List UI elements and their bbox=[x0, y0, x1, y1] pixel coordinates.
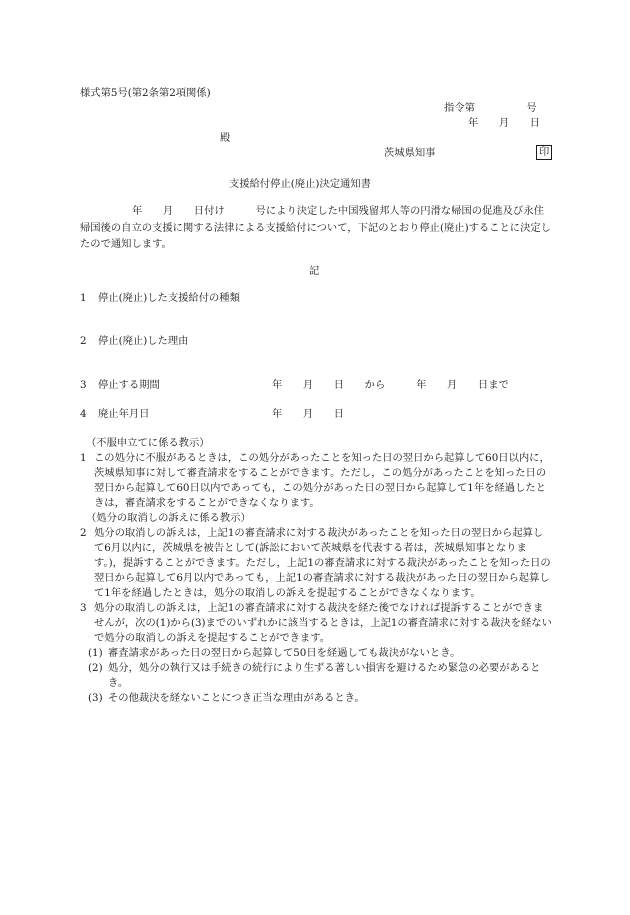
notice-subitem-2-number: (2) bbox=[88, 662, 103, 674]
notice-heading-appeal: （不服申立てに係る教示） bbox=[86, 437, 210, 449]
notice-subitem-1-text: 審査請求があった日の翌日から起算して50日を経過しても裁決がないとき。 bbox=[108, 647, 461, 659]
notice-paragraph-2-number: 2 bbox=[80, 527, 87, 539]
item-1-number: 1 bbox=[80, 292, 87, 304]
notice-paragraph-2 bbox=[80, 526, 552, 601]
notice-paragraph-1-number: 1 bbox=[80, 452, 87, 464]
notice-paragraph-3-number: 3 bbox=[80, 602, 87, 614]
notice-subitem-3-number: (3) bbox=[88, 692, 103, 704]
notice-heading-lawsuit: （処分の取消しの訴えに係る教示） bbox=[86, 512, 251, 524]
notice-subitem-3-text: その他裁決を経ないことにつき正当な理由があるとき。 bbox=[108, 692, 365, 704]
notice-paragraph-3 bbox=[80, 601, 552, 646]
addressee-suffix: 殿 bbox=[220, 132, 231, 144]
reference-number: 指令第 号 bbox=[444, 102, 537, 114]
notice-paragraph-1-text: この処分に不服があるときは，この処分があったことを知った日の翌日から起算して60日以内に，茨城県知事に対して審査請求をすることができます。ただし，この処分があったことを知った日の翌日から起算して60日以内であっても，この処分があった日の翌日から起算して1年を経過したときは，審査請求をすることができなくなります。 bbox=[94, 452, 550, 509]
item-2-label: 停止(廃止)した理由 bbox=[98, 335, 189, 347]
notice-subitem-1-number: (1) bbox=[88, 647, 103, 659]
item-3-value: 年 月 日 から 年 月 日まで bbox=[272, 379, 509, 391]
form-number: 様式第5号(第2条第2項関係) bbox=[80, 87, 211, 99]
seal-mark bbox=[536, 145, 552, 160]
issuer-name: 茨城県知事 bbox=[384, 147, 436, 159]
notice-paragraph-1 bbox=[80, 451, 552, 511]
item-3-label: 停止する期間 bbox=[98, 379, 160, 391]
document-title: 支援給付停止(廃止)決定通知書 bbox=[229, 178, 371, 190]
seal-label: 印 bbox=[536, 145, 552, 160]
notice-section bbox=[80, 436, 552, 706]
item-2-number: 2 bbox=[80, 335, 87, 347]
ki-marker: 記 bbox=[309, 265, 320, 277]
item-3-number: 3 bbox=[80, 379, 87, 391]
notice-subitem-3 bbox=[80, 691, 552, 706]
notice-paragraph-2-text: 処分の取消しの訴えは，上記1の審査請求に対する裁決があったことを知った日の翌日から起算して6月以内に，茨城県を被告として(訴訟において茨城県を代表する者は，茨城県知事となります。)，提訴することができます。ただし，上記1の審査請求に対する裁決があったことを知った日の翌日から起算して6月以内であっても，上記1の審査請求に対する裁決があった日の翌日から起算して1年を経過したときは，処分の取消しの訴えを提起することができなくなります。 bbox=[94, 527, 551, 599]
notice-paragraph-3-text: 処分の取消しの訴えは，上記1の審査請求に対する裁決を経た後でなければ提訴することができませんが，次の(1)から(3)までのいずれかに該当するときは，上記1の審査請求に対する裁決を経ないで処分の取消しの訴えを提起することができます。 bbox=[94, 602, 552, 644]
item-4-value: 年 月 日 bbox=[272, 408, 345, 420]
item-4-number: 4 bbox=[80, 408, 87, 420]
intro-paragraph: 年 月 日付け 号により決定した中国残留邦人等の円滑な帰国の促進及び永住帰国後の自立の支援に関する法律による支援給付について，下記のとおり停止(廃止)することに決定したので通知します。 bbox=[80, 205, 551, 250]
notice-subitem-2-text: 処分，処分の執行又は手続きの続行により生ずる著しい損害を避けるため緊急の必要があるとき。 bbox=[108, 662, 541, 689]
issue-date: 年 月 日 bbox=[468, 117, 541, 129]
item-1-label: 停止(廃止)した支援給付の種類 bbox=[98, 292, 240, 304]
notice-subitem-2 bbox=[80, 661, 552, 691]
notice-subitem-1 bbox=[80, 646, 552, 661]
item-4-label: 廃止年月日 bbox=[98, 408, 150, 420]
